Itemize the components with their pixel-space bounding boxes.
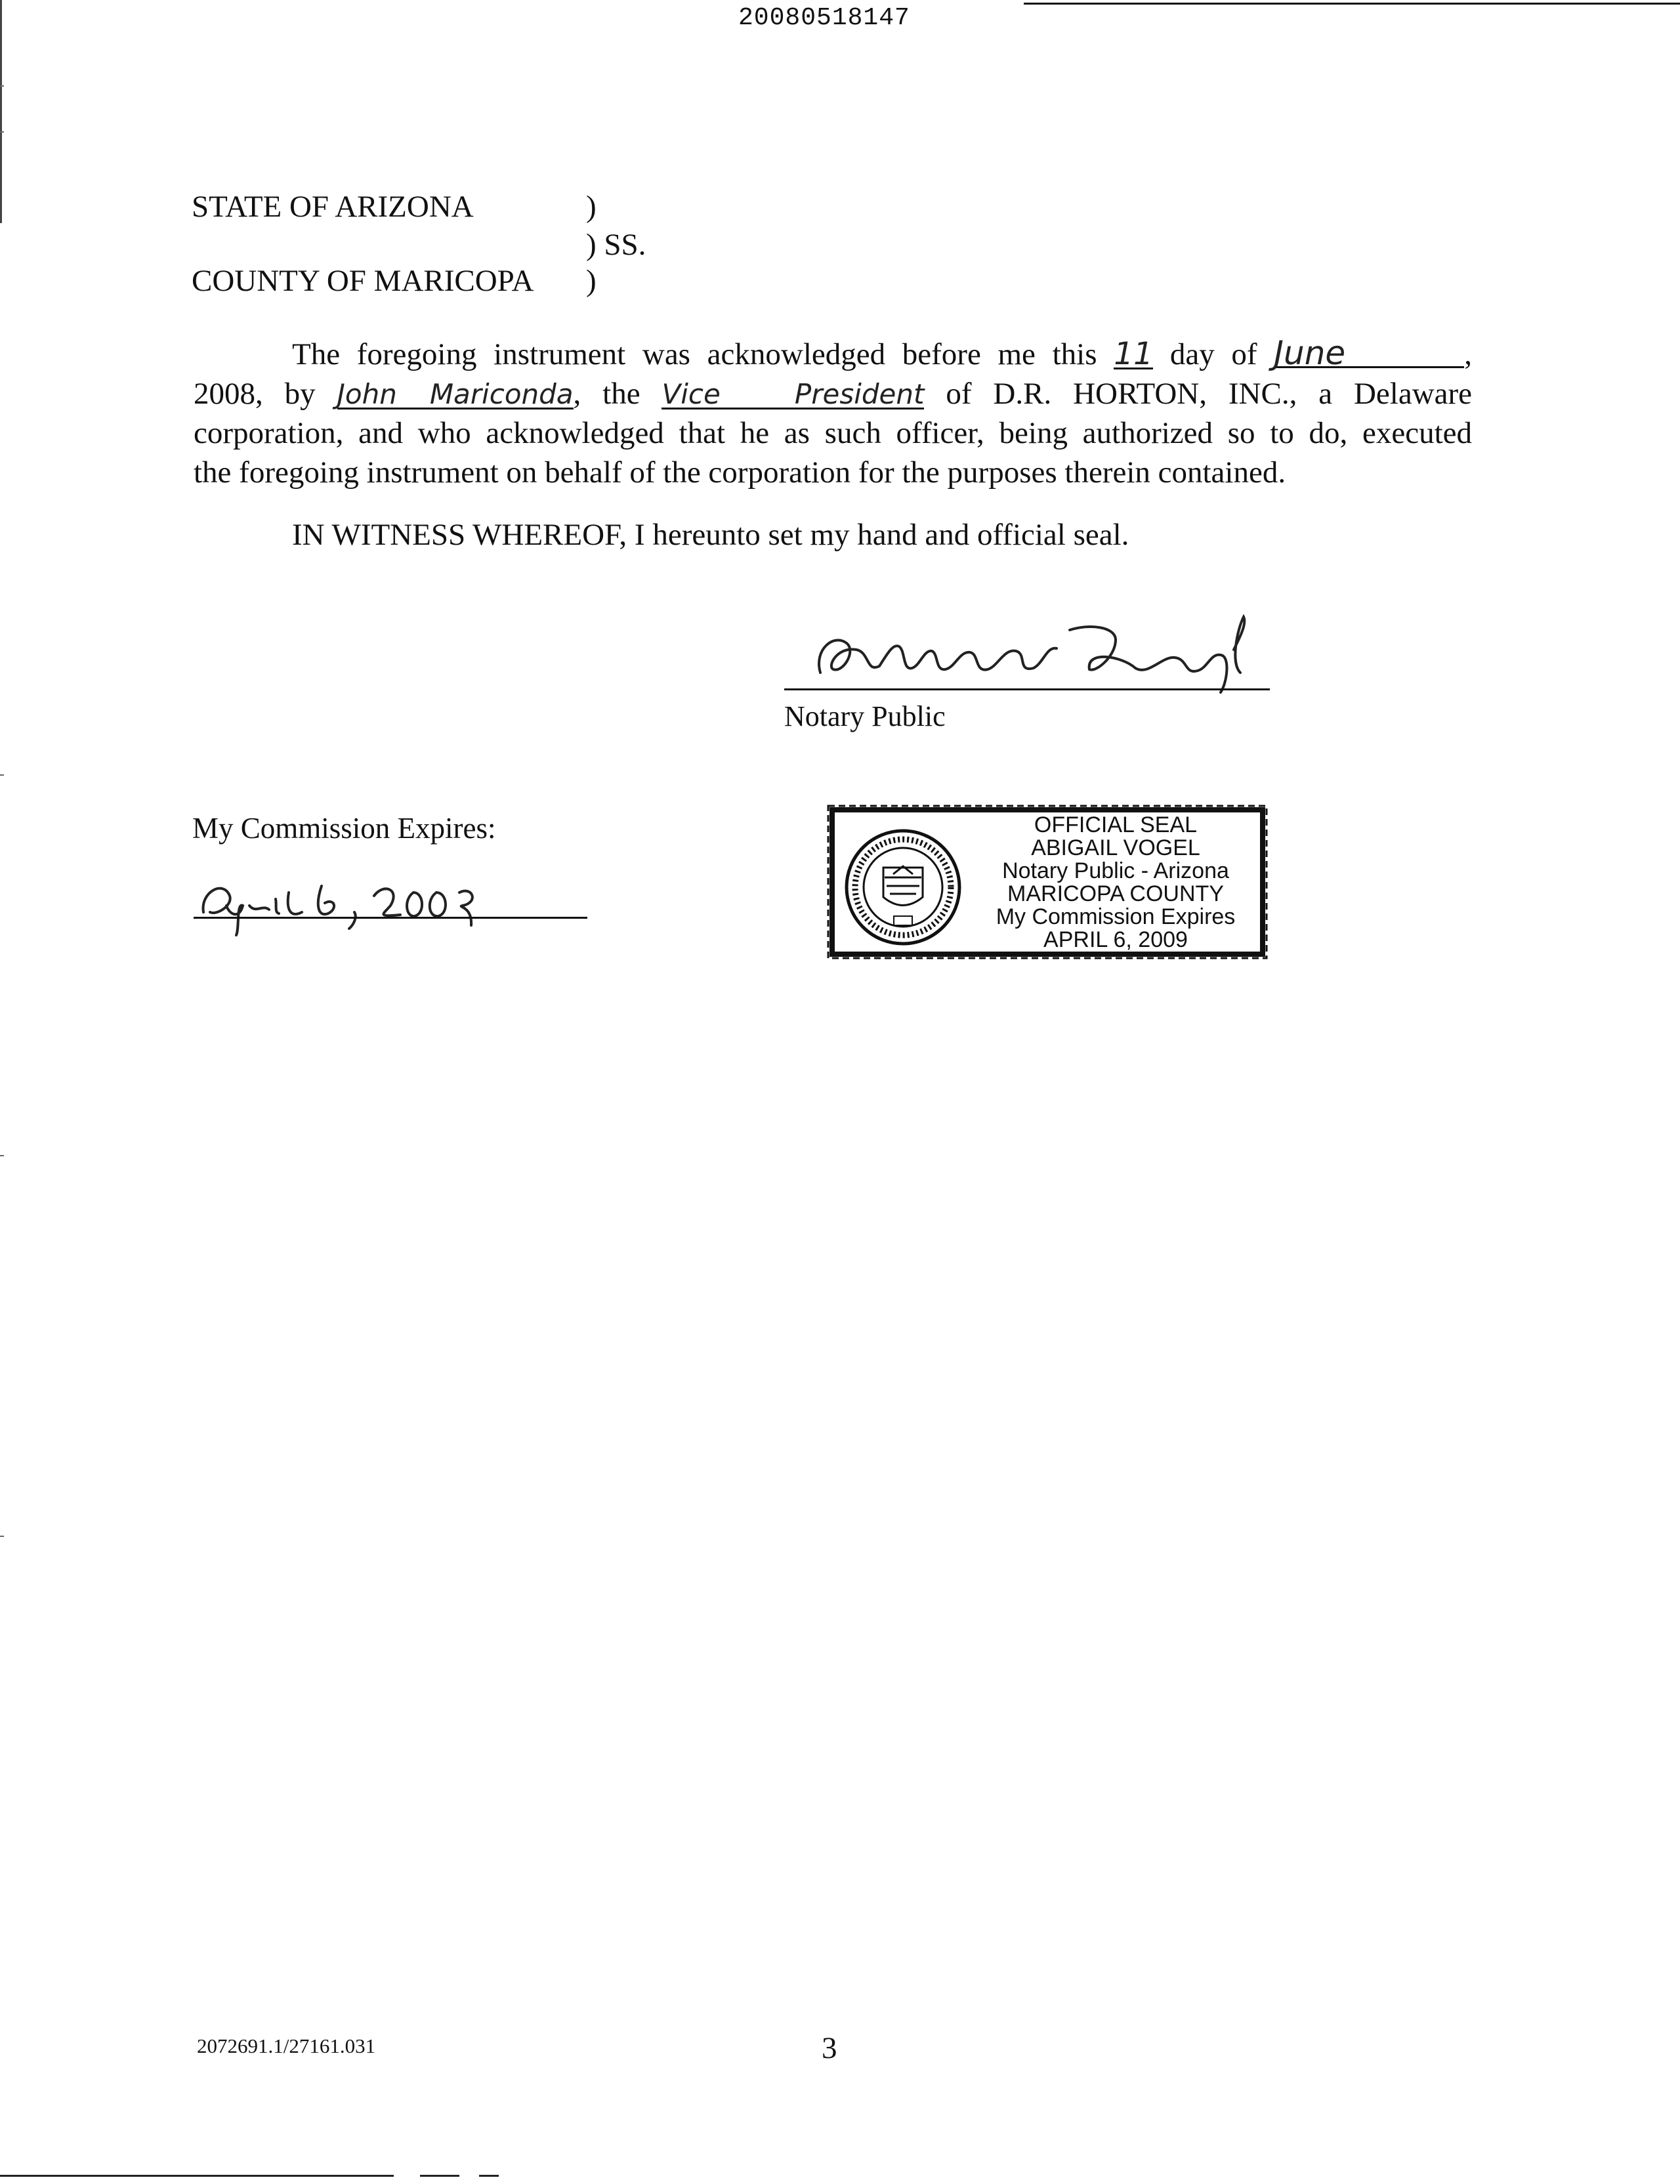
ack-text: of D.R. HORTON, INC., a Delaware [946, 377, 1473, 411]
seal-line: Notary Public - Arizona [1002, 858, 1229, 883]
witness-paragraph [194, 515, 1472, 555]
month-field: June [1274, 340, 1464, 368]
state-line: STATE OF ARIZONA [192, 190, 474, 224]
venue-paren: ) [586, 190, 597, 224]
document-number: 20080518147 [738, 4, 910, 32]
scan-mark [420, 2175, 459, 2177]
document-code: 2072691.1/27161.031 [197, 2034, 376, 2057]
ack-line-2 [194, 374, 1472, 413]
acknowledgment-paragraph [194, 335, 1472, 492]
day-field: 11 [1114, 336, 1153, 372]
officer-title-field: Vice President [662, 378, 925, 410]
scan-edge-line [1024, 3, 1680, 5]
page-number: 3 [822, 2031, 837, 2065]
ack-text: 2008, by [194, 377, 316, 411]
scan-mark [0, 774, 4, 776]
officer-name-field: John Mariconda [337, 378, 574, 410]
scan-bottom-edge [0, 2175, 394, 2177]
scan-mark [479, 2175, 499, 2177]
ack-line-1 [194, 335, 1472, 374]
notary-signature [807, 610, 1267, 696]
county-line: COUNTY OF MARICOPA [192, 264, 534, 298]
witness-text: IN WITNESS WHEREOF, I hereunto set my hand and official seal. [292, 518, 1129, 552]
signature-line [784, 688, 1270, 690]
scan-mark [0, 85, 4, 87]
ack-text: , [1464, 337, 1473, 371]
ack-line-4: the foregoing instrument on behalf of the corporation for the purposes therein contained. [194, 455, 1286, 490]
venue-paren: ) [586, 264, 597, 298]
seal-line: OFFICIAL SEAL [1034, 812, 1198, 837]
scan-left-edge [0, 0, 2, 223]
official-seal-stamp [826, 802, 1269, 962]
commission-label: My Commission Expires: [192, 812, 496, 845]
seal-line: My Commission Expires [996, 904, 1236, 929]
scan-mark [0, 1536, 4, 1537]
ack-text: The foregoing instrument was acknowledged before me this [292, 337, 1097, 371]
notary-public-caption: Notary Public [784, 700, 946, 732]
ack-line-3: corporation, and who acknowledged that he as such officer, being authorized so to do, executed [194, 416, 1472, 450]
commission-date-handwriting [197, 866, 512, 938]
scan-mark [0, 131, 4, 133]
scan-mark [0, 1155, 4, 1156]
commission-date-line [194, 917, 587, 919]
seal-line: MARICOPA COUNTY [1007, 881, 1224, 906]
seal-line: APRIL 6, 2009 [1043, 927, 1188, 952]
ss-marker: ) SS. [586, 228, 646, 262]
arizona-state-seal-emblem [844, 828, 962, 946]
ack-text: day of [1169, 337, 1257, 371]
seal-line: ABIGAIL VOGEL [1031, 835, 1200, 860]
seal-text [971, 814, 1260, 952]
ack-text: , the [573, 377, 640, 411]
